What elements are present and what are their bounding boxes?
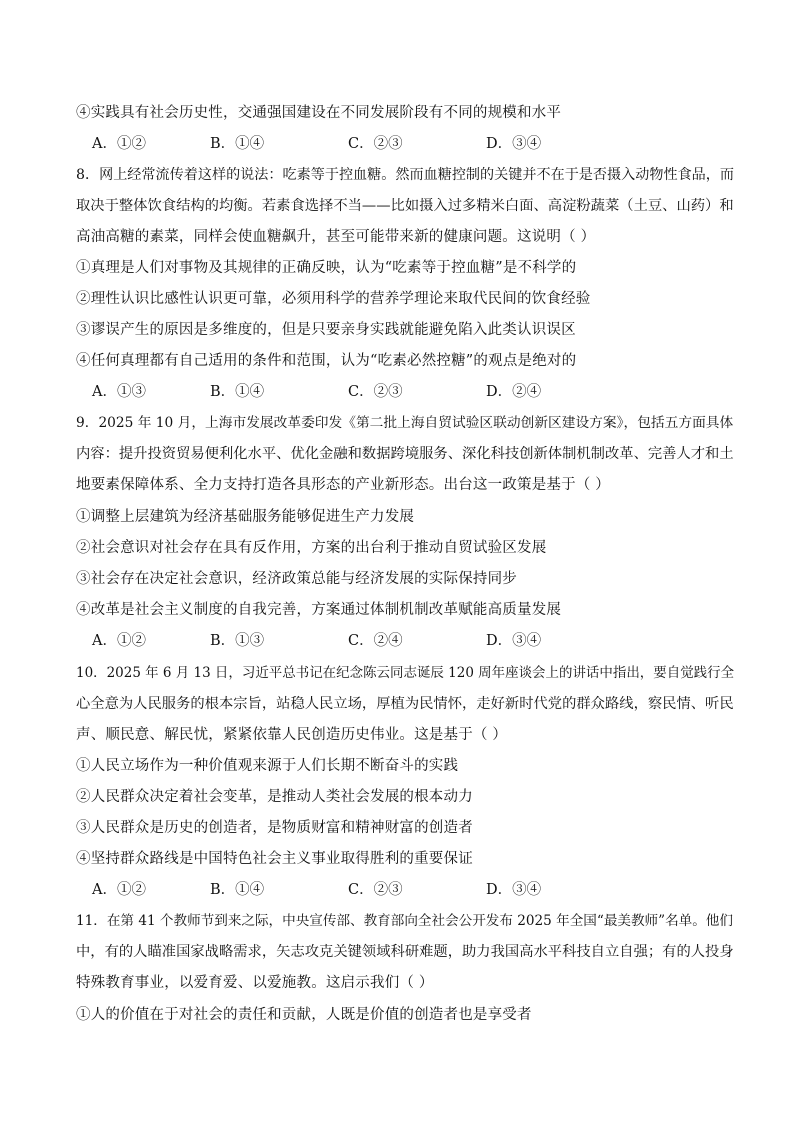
q9-statement-4: ④改革是社会主义制度的自我完善，方案通过体制机制改革赋能高质量发展 <box>76 602 562 618</box>
q11-statement-1: ①人的价值在于对社会的责任和贡献，人既是价值的创造者也是享受者 <box>76 1007 532 1023</box>
q11-stem-line-2: 中，有的人瞄准国家战略需求，矢志攻克关键领域科研难题，助力我国高水平科技自立自强；有的人投身 <box>76 944 734 960</box>
q8-option-d[interactable]: D．②④ <box>486 384 542 400</box>
q10-option-b[interactable]: B．①④ <box>210 882 265 898</box>
q9-stem-line-2: 内容：提升投资贸易便利化水平、优化金融和数据跨境服务、深化科技创新体制机制改革、完善人才和土 <box>76 446 734 462</box>
q10-statement-1: ①人民立场作为一种价值观来源于人们长期不断奋斗的实践 <box>76 758 459 774</box>
q9-statement-3: ③社会存在决定社会意识，经济政策总能与经济发展的实际保持同步 <box>76 571 517 587</box>
q7-option-d[interactable]: D．③④ <box>486 136 542 152</box>
q10-statement-2: ②人民群众决定着社会变革，是推动人类社会发展的根本动力 <box>76 789 473 805</box>
q8-option-b[interactable]: B．①④ <box>210 384 265 400</box>
q8-statement-1: ①真理是人们对事物及其规律的正确反映，认为“吃素等于控血糖”是不科学的 <box>76 260 577 276</box>
q10-stem-line-3: 声、顺民意、解民忧，紧紧依靠人民创造历史伟业。这是基于（ ） <box>76 727 508 743</box>
q11-stem-line-1: 11．在第 41 个教师节到来之际，中央宣传部、教育部向全社会公开发布 2025 年全国“最美教师”名单。他们 <box>76 913 733 929</box>
q8-stem-line-3: 高油高糖的素菜，同样会使血糖飙升，甚至可能带来新的健康问题。这说明（ ） <box>76 229 596 245</box>
q8-option-a[interactable]: A．①③ <box>92 384 146 400</box>
q11-stem-line-3: 特殊教育事业，以爱育爱、以爱施教。这启示我们（ ） <box>76 975 434 991</box>
q9-stem-line-3: 地要素保障体系、全力支持打造各具形态的产业新形态。出台这一政策是基于（ ） <box>76 477 611 493</box>
q7-statement-4: ④实践具有社会历史性，交通强国建设在不同发展阶段有不同的规模和水平 <box>76 105 562 121</box>
q9-statement-2: ②社会意识对社会存在具有反作用，方案的出台利于推动自贸试验区发展 <box>76 540 547 556</box>
q9-option-b[interactable]: B．①③ <box>210 633 265 649</box>
q7-option-c[interactable]: C．②③ <box>348 136 403 152</box>
q10-stem-line-1: 10．2025 年 6 月 13 日，习近平总书记在纪念陈云同志诞辰 120 周年座谈会上的讲话中指出，要自觉践行全 <box>76 665 735 681</box>
q8-statement-2: ②理性认识比感性认识更可靠，必须用科学的营养学理论来取代民间的饮食经验 <box>76 291 591 307</box>
q9-option-d[interactable]: D．③④ <box>486 633 542 649</box>
q7-option-b[interactable]: B．①④ <box>210 136 265 152</box>
q10-statement-4: ④坚持群众路线是中国特色社会主义事业取得胜利的重要保证 <box>76 851 473 867</box>
q8-stem-line-1: 8．网上经常流传着这样的说法：吃素等于控血糖。然而血糖控制的关键并不在于是否摄入动物性食品，而 <box>76 167 735 183</box>
q8-statement-4: ④任何真理都有自己适用的条件和范围，认为“吃素必然控糖”的观点是绝对的 <box>76 353 577 369</box>
q10-option-a[interactable]: A．①② <box>92 882 146 898</box>
q9-option-a[interactable]: A．①② <box>92 633 146 649</box>
q8-statement-3: ③谬误产生的原因是多维度的，但是只要亲身实践就能避免陷入此类认识误区 <box>76 322 576 338</box>
q10-option-c[interactable]: C．②③ <box>348 882 403 898</box>
q10-statement-3: ③人民群众是历史的创造者，是物质财富和精神财富的创造者 <box>76 820 473 836</box>
q10-option-d[interactable]: D．③④ <box>486 882 542 898</box>
q10-stem-line-2: 心全意为人民服务的根本宗旨，站稳人民立场，厚植为民情怀，走好新时代党的群众路线，察民情、听民 <box>76 696 734 712</box>
q7-option-a[interactable]: A．①② <box>92 136 146 152</box>
q9-stem-line-1: 9．2025 年 10 月，上海市发展改革委印发《第二批上海自贸试验区联动创新区建设方案》，包括五方面具体 <box>76 415 734 431</box>
q8-option-c[interactable]: C．②③ <box>348 384 403 400</box>
q9-statement-1: ①调整上层建筑为经济基础服务能够促进生产力发展 <box>76 509 415 525</box>
q9-option-c[interactable]: C．②④ <box>348 633 403 649</box>
q8-stem-line-2: 取决于整体饮食结构的均衡。若素食选择不当——比如摄入过多精米白面、高淀粉蔬菜（土豆、山药）和 <box>76 198 734 214</box>
